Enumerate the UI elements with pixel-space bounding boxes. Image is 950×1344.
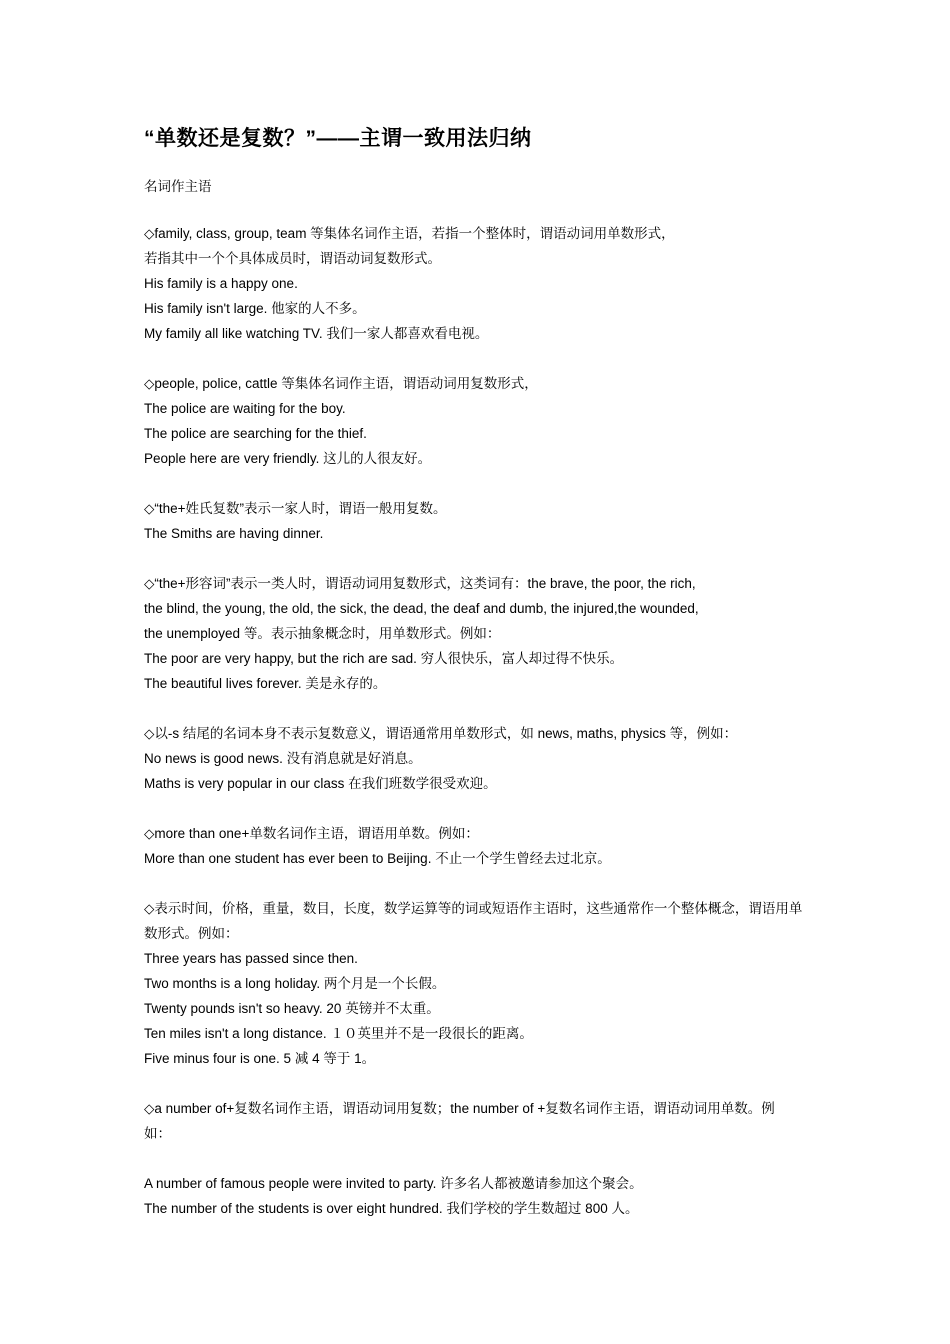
section-heading: 名词作主语	[144, 179, 212, 194]
example-sentence: The Smiths are having dinner.	[144, 526, 324, 541]
rule-statement: ◇people, police, cattle 等集体名词作主语，谓语动词用复数形式，	[144, 376, 538, 391]
rule-section	[144, 899, 824, 1074]
example-sentence: Three years has passed since then.	[144, 951, 358, 966]
example-sentence: The number of the students is over eight hundred. 我们学校的学生数超过 800 人。	[144, 1201, 639, 1216]
rule-section	[144, 724, 824, 799]
example-sentence: Five minus four is one. 5 减 4 等于 1。	[144, 1051, 376, 1066]
rule-statement: ◇“the+形容词”表示一类人时，谓语动词用复数形式，这类词有：the brave, the poor, the rich,	[144, 576, 696, 591]
rule-section	[144, 499, 824, 549]
paragraph-gap	[144, 874, 824, 899]
rule-section	[144, 1099, 824, 1224]
rule-statement: ◇a number of+复数名词作主语，谓语动词用复数；the number of +复数名词作主语，谓语动词用单数。例	[144, 1101, 775, 1116]
example-sentence: The beautiful lives forever. 美是永存的。	[144, 676, 387, 691]
example-sentence: His family is a happy one.	[144, 276, 298, 291]
paragraph-gap	[144, 349, 824, 374]
rule-statement: ◇more than one+单数名词作主语，谓语用单数。例如：	[144, 826, 479, 841]
rule-section	[144, 574, 824, 699]
document-body	[144, 224, 824, 1224]
example-sentence: Twenty pounds isn't so heavy. 20 英镑并不太重。	[144, 1001, 440, 1016]
example-sentence: People here are very friendly. 这儿的人很友好。	[144, 451, 432, 466]
example-sentence: Two months is a long holiday. 两个月是一个长假。	[144, 976, 446, 991]
rule-statement: ◇以-s 结尾的名词本身不表示复数意义，谓语通常用单数形式，如 news, maths, physics 等，例如：	[144, 726, 738, 741]
rule-statement: 若指其中一个个具体成员时，谓语动词复数形式。	[144, 251, 441, 266]
paragraph-gap	[144, 699, 824, 724]
rule-section	[144, 824, 824, 874]
example-sentence: No news is good news. 没有消息就是好消息。	[144, 751, 422, 766]
rule-section	[144, 224, 824, 349]
rule-statement: ◇表示时间，价格，重量，数目，长度，数学运算等的词或短语作主语时，这些通常作一个整体概念，谓语用单	[144, 901, 803, 916]
example-sentence: The police are waiting for the boy.	[144, 401, 346, 416]
blank-line	[144, 1149, 824, 1174]
rule-statement: 数形式。例如：	[144, 926, 239, 941]
rule-statement: ◇“the+姓氏复数”表示一家人时，谓语一般用复数。	[144, 501, 447, 516]
example-sentence: My family all like watching TV. 我们一家人都喜欢看电视。	[144, 326, 489, 341]
rule-statement: the unemployed 等。表示抽象概念时，用单数形式。例如：	[144, 626, 501, 641]
example-sentence: His family isn't large. 他家的人不多。	[144, 301, 366, 316]
rule-statement: ◇family, class, group, team 等集体名词作主语，若指一个整体时，谓语动词用单数形式，	[144, 226, 675, 241]
example-sentence: A number of famous people were invited to party. 许多名人都被邀请参加这个聚会。	[144, 1176, 643, 1191]
example-sentence: The poor are very happy, but the rich are sad. 穷人很快乐，富人却过得不快乐。	[144, 651, 624, 666]
paragraph-gap	[144, 799, 824, 824]
paragraph-gap	[144, 549, 824, 574]
paragraph-gap	[144, 1074, 824, 1099]
rule-statement: 如：	[144, 1126, 171, 1141]
rule-statement: the blind, the young, the old, the sick, the dead, the deaf and dumb, the injured,the wounded,	[144, 601, 699, 616]
example-sentence: The police are searching for the thief.	[144, 426, 367, 441]
document-title: “单数还是复数？”——主谓一致用法归纳	[144, 127, 532, 150]
paragraph-gap	[144, 474, 824, 499]
example-sentence: More than one student has ever been to Beijing. 不止一个学生曾经去过北京。	[144, 851, 611, 866]
example-sentence: Ten miles isn't a long distance. １０英里并不是一段很长的距离。	[144, 1026, 533, 1041]
rule-section	[144, 374, 824, 474]
example-sentence: Maths is very popular in our class 在我们班数学很受欢迎。	[144, 776, 497, 791]
